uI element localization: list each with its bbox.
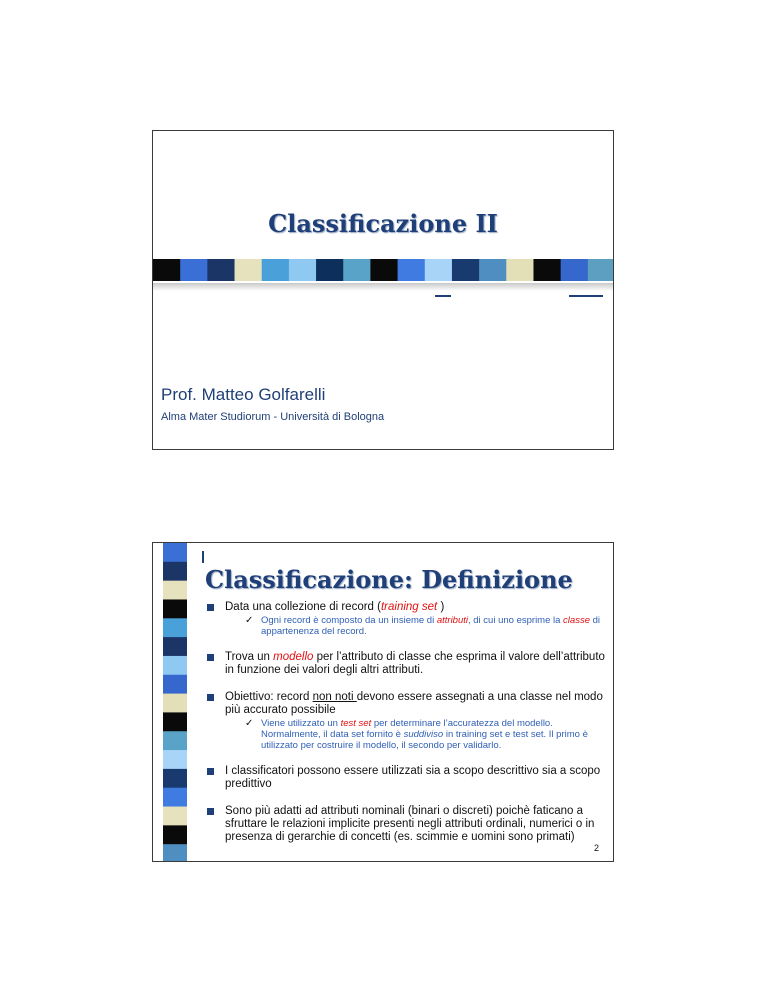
band-segment	[163, 675, 187, 694]
bullet-square-icon	[207, 654, 214, 661]
band-segment	[163, 825, 187, 844]
bullet-square-icon	[207, 768, 214, 775]
band-segment	[479, 259, 507, 281]
band-segment	[262, 259, 290, 281]
sub-bullet-item: ✓ Ogni record è composto da un insieme di attributi, di cui uno esprime la classe di appartenenza del record.	[245, 615, 601, 637]
band-segment	[163, 637, 187, 656]
bullet-item: Trova un modello per l’attributo di classe che esprima il valore dell’attributo in funzione dei valori degli altri attributi.	[205, 651, 605, 677]
band-segment	[163, 844, 187, 862]
band-segment	[153, 259, 181, 281]
band-segment	[163, 581, 187, 600]
bullet-item: Obiettivo: record non noti devono essere assegnati a una classe nel modo più accurato possibile ✓ Viene utilizzato un test set per determinare l’accuratezza del modello. Normalmente, il data set fornito è suddiviso in training set e test set. Il primo è utilizzato per costruire il modello, il secondo per validarlo.	[205, 691, 605, 751]
bullet-square-icon	[207, 604, 214, 611]
band-segment	[163, 750, 187, 769]
band-segment	[506, 259, 534, 281]
band-segment	[561, 259, 589, 281]
decorative-vertical-band	[163, 543, 187, 862]
band-segment	[425, 259, 453, 281]
band-segment	[163, 788, 187, 807]
bullet-item: Data una collezione di record (training set ) ✓ Ogni record è composto da un insieme di attributi, di cui uno esprime la classe di appartenenza del record.	[205, 601, 605, 637]
slide-title: Classificazione II	[268, 209, 498, 238]
bullet-list	[205, 601, 605, 858]
band-segment	[163, 769, 187, 788]
band-segment	[370, 259, 398, 281]
band-segment	[235, 259, 263, 281]
bullet-item: I classificatori possono essere utilizzati sia a scopo descrittivo sia a scopo predittivo	[205, 765, 605, 791]
page-number: 2	[593, 843, 599, 853]
author-name: Prof. Matteo Golfarelli	[161, 385, 326, 404]
band-segment	[163, 618, 187, 637]
band-segment	[163, 599, 187, 618]
title-slide	[152, 130, 614, 450]
decorative-tick	[202, 551, 204, 563]
band-segment	[533, 259, 561, 281]
affiliation: Alma Mater Studiorum - Università di Bologna	[161, 411, 385, 423]
band-segment	[398, 259, 426, 281]
band-segment	[163, 543, 187, 562]
band-segment	[343, 259, 371, 281]
band-segment	[163, 807, 187, 826]
band-segment	[163, 712, 187, 731]
slide-title: Classificazione: Definizione	[205, 565, 573, 594]
band-segment	[452, 259, 480, 281]
definition-slide	[152, 542, 614, 862]
band-segment	[163, 731, 187, 750]
band-segment	[163, 656, 187, 675]
checkmark-icon: ✓	[245, 615, 254, 626]
band-segment	[289, 259, 317, 281]
decorative-color-band	[153, 259, 614, 281]
band-segment	[316, 259, 344, 281]
band-segment	[163, 562, 187, 581]
sub-bullet-item: ✓ Viene utilizzato un test set per determinare l’accuratezza del modello. Normalmente, il data set fornito è suddiviso in training set e test set. Il primo è utilizzato per costruire il modello, il secondo per validarlo.	[245, 718, 588, 751]
band-segment	[207, 259, 235, 281]
band-shadow	[153, 283, 613, 291]
band-segment	[180, 259, 208, 281]
bullet-item: Sono più adatti ad attributi nominali (binari o discreti) poichè faticano a sfruttare le relazioni implicite presenti negli attributi ordinali, numerici o in presenza di gerarchie di concetti (es. scimmie e uomini sono primati)	[205, 805, 605, 844]
bullet-square-icon	[207, 808, 214, 815]
decorative-underline-left	[435, 295, 451, 297]
bullet-square-icon	[207, 694, 214, 701]
decorative-underline-right	[569, 295, 603, 297]
emphasis-text: training set	[380, 601, 438, 613]
band-segment	[163, 694, 187, 713]
checkmark-icon: ✓	[245, 718, 254, 729]
band-segment	[588, 259, 614, 281]
